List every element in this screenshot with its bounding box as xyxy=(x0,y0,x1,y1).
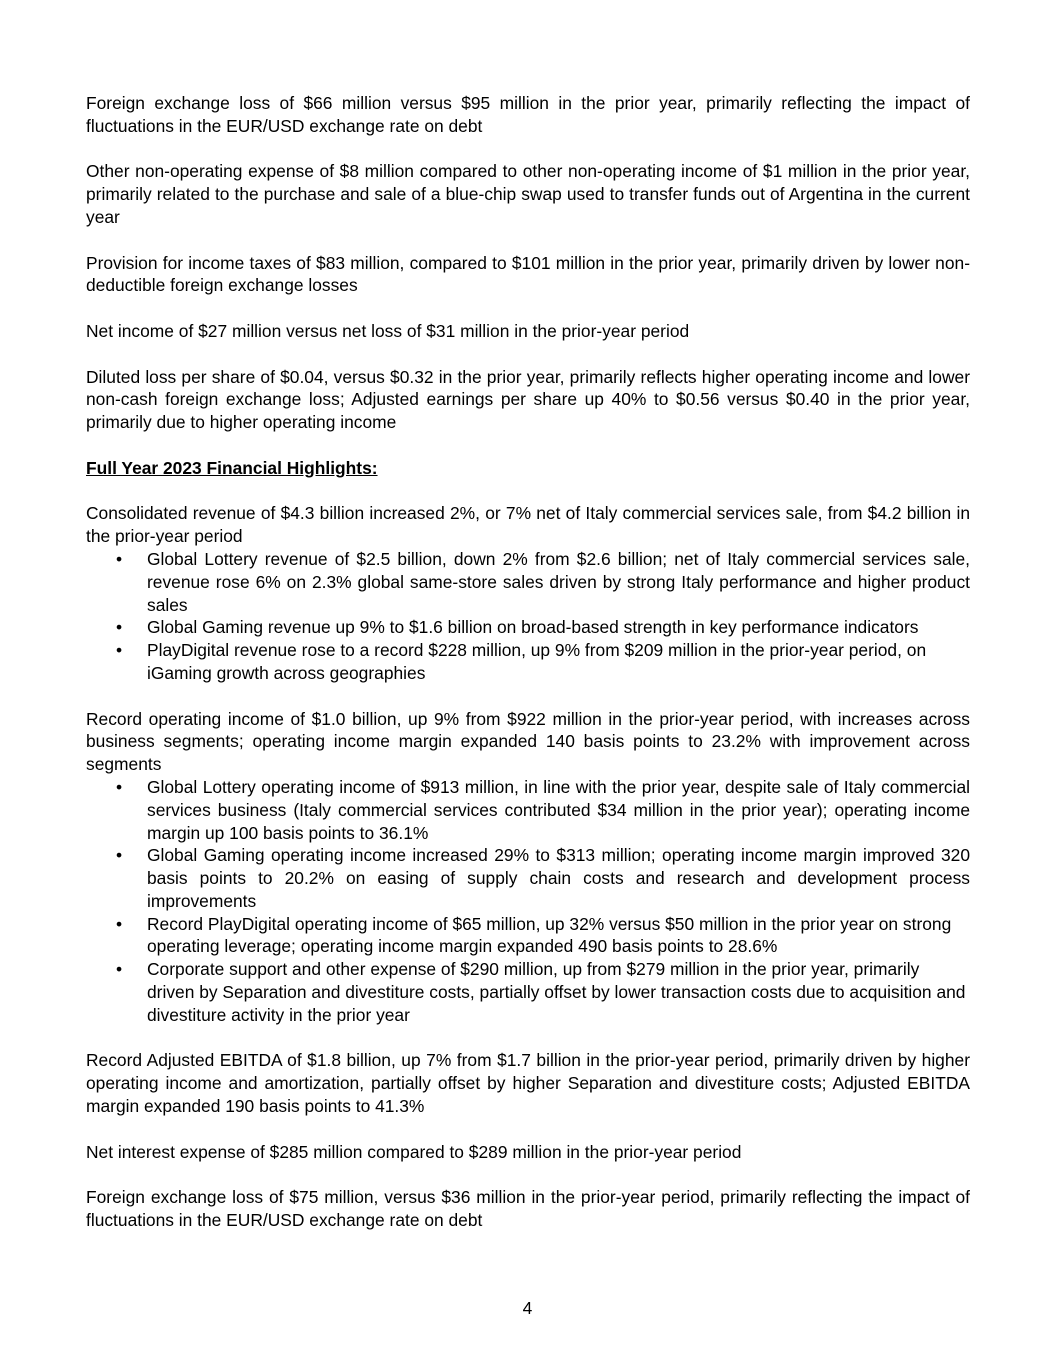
paragraph-net-income: Net income of $27 million versus net loss of $31 million in the prior-year period xyxy=(86,320,690,341)
list-item xyxy=(86,958,970,1026)
list-item-text: PlayDigital revenue rose to a record $228 million, up 9% from $209 million in the prior-year period, on iGaming growth across geographies xyxy=(147,640,927,683)
revenue-bullet-list xyxy=(86,548,970,685)
page-number: 4 xyxy=(522,1298,533,1318)
list-item xyxy=(86,776,970,844)
paragraph-net-interest-expense: Net interest expense of $285 million compared to $289 million in the prior-year period xyxy=(86,1141,742,1162)
operating-income-block xyxy=(86,708,970,1027)
list-item-text: Global Lottery revenue of $2.5 billion, down 2% from $2.6 billion; net of Italy commercial services sale, revenue rose 6% on 2.3% global same-store sales driven by strong Italy performance and higher product sales xyxy=(147,548,970,615)
paragraph-operating-income: Record operating income of $1.0 billion, up 9% from $922 million in the prior-year period, with increases across business segments; operating income margin expanded 140 basis points to 23.2% with improvement across segments xyxy=(86,708,970,775)
list-item-text: Global Gaming revenue up 9% to $1.6 billion on broad-based strength in key performance indicators xyxy=(147,617,919,638)
bullet-icon: • xyxy=(116,548,123,569)
bullet-icon: • xyxy=(116,617,123,638)
list-item xyxy=(86,548,970,616)
paragraph-foreign-exchange-fy: Foreign exchange loss of $75 million, versus $36 million in the prior-year period, primarily reflecting the impact of fluctuations in the EUR/USD exchange rate on debt xyxy=(86,1187,970,1231)
bullet-icon: • xyxy=(116,913,123,934)
operating-income-bullet-list xyxy=(86,776,970,1027)
list-item-text: Global Lottery operating income of $913 million, in line with the prior year, despite sale of Italy commercial services business (Italy commercial services contributed $34 million in the prior year); operating income margin up 100 basis points to 36.1% xyxy=(147,776,970,843)
paragraph-non-operating-expense: Other non-operating expense of $8 million compared to other non-operating income of $1 million in the prior year, primarily related to the purchase and sale of a blue-chip swap used to transfer funds out of Argentina in the current year xyxy=(86,161,970,227)
paragraph-income-taxes: Provision for income taxes of $83 million, compared to $101 million in the prior year, primarily driven by lower non-deductible foreign exchange losses xyxy=(86,252,970,296)
bullet-icon: • xyxy=(116,959,123,980)
document-page xyxy=(86,92,970,1255)
list-item-text: Record PlayDigital operating income of $65 million, up 32% versus $50 million in the prior year on strong operating leverage; operating income margin expanded 490 basis points to 28.6% xyxy=(147,913,952,957)
bullet-icon: • xyxy=(116,640,123,661)
list-item xyxy=(86,616,970,639)
paragraph-adjusted-ebitda: Record Adjusted EBITDA of $1.8 billion, up 7% from $1.7 billion in the prior-year period, primarily driven by higher operating income and amortization, partially offset by higher Separation and divestiture costs; Adjusted EBITDA margin expanded 190 basis points to 41.3% xyxy=(86,1050,970,1117)
list-item xyxy=(86,844,970,912)
section-heading-full-year: Full Year 2023 Financial Highlights: xyxy=(86,457,378,478)
paragraph-diluted-eps: Diluted loss per share of $0.04, versus $0.32 in the prior year, primarily reflects higher operating income and lower non-cash foreign exchange loss; Adjusted earnings per share up 40% to $0.56 versus $0.40 in the prior year, primarily due to higher operating income xyxy=(86,366,970,433)
list-item-text: Corporate support and other expense of $290 million, up from $279 million in the prior year, primarily driven by Separation and divestiture costs, partially offset by lower transaction costs due to acquisition and divestiture activity in the prior year xyxy=(147,959,966,1025)
list-item xyxy=(86,913,970,959)
list-item-text: Global Gaming operating income increased 29% to $313 million; operating income margin improved 320 basis points to 20.2% on easing of supply chain costs and research and development process improvements xyxy=(147,845,970,911)
bullet-icon: • xyxy=(116,845,123,866)
revenue-block xyxy=(86,502,970,684)
paragraph-foreign-exchange-q4: Foreign exchange loss of $66 million versus $95 million in the prior year, primarily reflecting the impact of fluctuations in the EUR/USD exchange rate on debt xyxy=(86,93,970,136)
bullet-icon: • xyxy=(116,776,123,797)
list-item xyxy=(86,639,970,685)
paragraph-consolidated-revenue: Consolidated revenue of $4.3 billion increased 2%, or 7% net of Italy commercial services sale, from $4.2 billion in the prior-year period xyxy=(86,503,970,547)
